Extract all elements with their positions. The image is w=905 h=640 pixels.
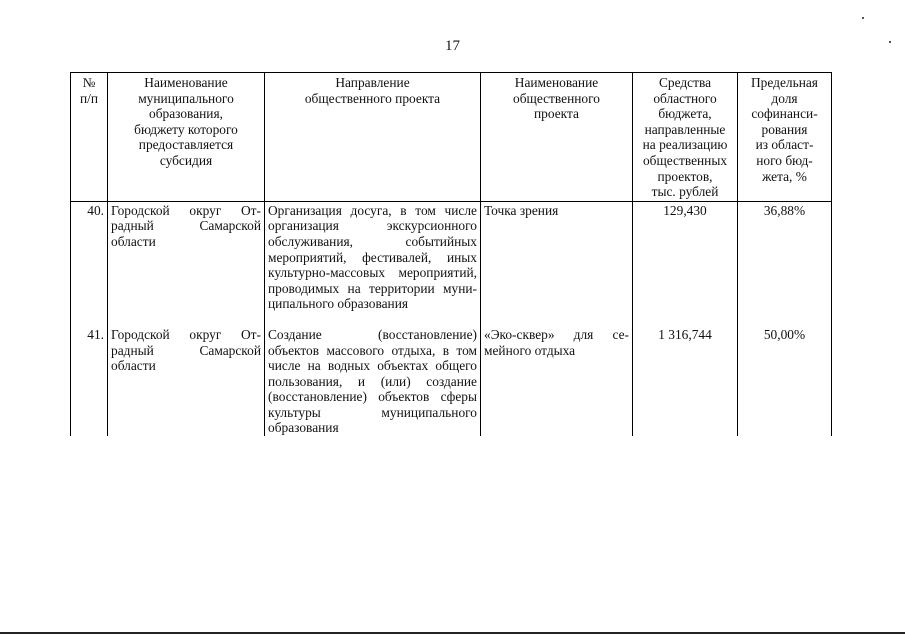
row-municipality: Городской округ Отрадный Самарской области (108, 312, 265, 436)
row-direction: Организация досуга, в том числе организация экскурсионного обслуживания, событийных мероприятий, фестивалей, иных культурно-массовых мероприятий, проводимых на территории муниципального образования (265, 201, 481, 312)
table-row (71, 201, 832, 312)
row-direction: Создание (восстановление) объектов массового отдыха, в том числе на водных объектах общего пользования, и (или) создание (восстановление) объектов сферы культуры муниципального образования (265, 312, 481, 436)
scan-bottom-edge (0, 632, 905, 634)
page-number: 17 (445, 38, 460, 54)
row-number: 41. (71, 312, 108, 436)
scan-speck (889, 41, 891, 43)
row-funds: 129,430 (633, 201, 738, 312)
subsidy-table (70, 72, 832, 436)
header-project: Наименование общественного проекта (481, 73, 633, 202)
row-number: 40. (71, 201, 108, 312)
table-row (71, 312, 832, 436)
row-project: Точка зрения (481, 201, 633, 312)
row-project: «Эко-сквер» для семейного отдыха (481, 312, 633, 436)
header-share: Предельная доля софинанси- рования из област- ного бюд- жета, % (738, 73, 832, 202)
table-header-row (71, 73, 832, 202)
row-funds: 1 316,744 (633, 312, 738, 436)
header-municipality: Наименование муниципального образования, бюджету которого предоставляется субсидия (108, 73, 265, 202)
scan-speck (862, 17, 864, 19)
header-direction: Направление общественного проекта (265, 73, 481, 202)
row-share: 36,88% (738, 201, 832, 312)
row-share: 50,00% (738, 312, 832, 436)
row-municipality: Городской округ Отрадный Самарской области (108, 201, 265, 312)
header-funds: Средства областного бюджета, направленные на реализацию общественных проектов, тыс. рублей (633, 73, 738, 202)
header-number: № п/п (71, 73, 108, 202)
